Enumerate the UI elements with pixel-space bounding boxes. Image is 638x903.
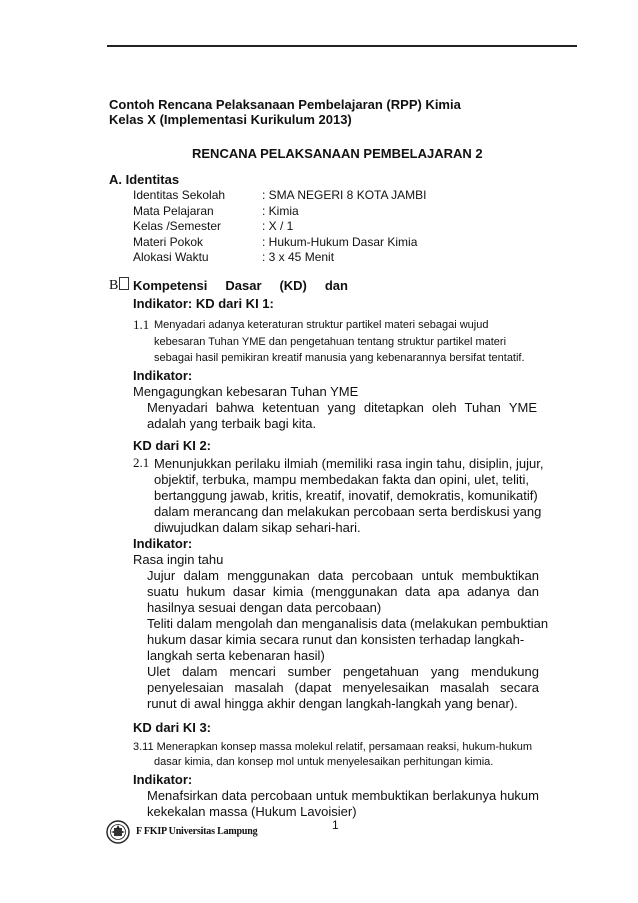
section-b-heading — [133, 278, 348, 293]
missing-glyph-icon — [119, 277, 129, 290]
indicator-line: runut di awal hingga akhir dengan langkah-langkah yang benar). — [147, 696, 518, 711]
identity-value: : Kimia — [262, 203, 299, 218]
kd2-line: objektif, terbuka, mampu membedakan fakta dan opini, ulet, teliti, — [154, 472, 530, 487]
heading-word: Kompetensi — [133, 278, 208, 293]
indicator-line-text: Menyadari bahwa ketentuan yang ditetapkan oleh Tuhan YME — [147, 400, 537, 415]
section-b-heading-line2: Indikator: KD dari KI 1: — [133, 296, 274, 311]
identity-row — [133, 250, 426, 266]
indicator-title: Rasa ingin tahu — [133, 552, 224, 567]
indicator-heading: Indikator: — [133, 772, 193, 787]
section-b-marker — [109, 277, 129, 294]
indicator-line-text: Menafsirkan data percobaan untuk membuktikan berlakunya hukum — [147, 788, 539, 803]
indicator-line — [147, 568, 539, 583]
identity-label: Alokasi Waktu — [133, 250, 209, 265]
document-title-line2: Kelas X (Implementasi Kurikulum 2013) — [109, 112, 352, 127]
indicator-line — [147, 584, 539, 599]
indicator-line-text: Ulet dalam mencari sumber pengetahuan yang mendukung — [147, 664, 539, 679]
page-number: 1 — [332, 818, 339, 832]
kd2-line: Menunjukkan perilaku ilmiah (memiliki rasa ingin tahu, disiplin, jujur, — [154, 456, 544, 471]
indicator-line: langkah serta kebenaran hasil) — [147, 648, 325, 663]
kd2-heading: KD dari KI 2: — [133, 438, 212, 453]
indicator-line-text: penyelesaian masalah (dapat menyelesaikan masalah secara — [147, 680, 539, 695]
identity-row — [133, 204, 426, 220]
identity-value: : 3 x 45 Menit — [262, 250, 335, 265]
heading-word: Dasar — [225, 278, 262, 293]
kd-number: 2.1 — [133, 455, 150, 470]
document-title-line1: Contoh Rencana Pelaksanaan Pembelajaran (RPP) Kimia — [109, 97, 461, 112]
kd1-line: Menyadari adanya keteraturan struktur partikel materi sebagai wujud — [154, 319, 489, 331]
page-title: RENCANA PELAKSANAAN PEMBELAJARAN 2 — [192, 146, 483, 161]
indicator-heading: Indikator: — [133, 368, 193, 383]
identity-value: : SMA NEGERI 8 KOTA JAMBI — [262, 188, 427, 202]
heading-word: (KD) — [279, 278, 307, 293]
identity-value: : X / 1 — [262, 219, 294, 234]
section-b-letter: B — [109, 278, 119, 293]
kd1-line: sebagai hasil pemikiran kreatif manusia yang kebenarannya bersifat tentatif. — [154, 352, 525, 364]
footer-text: F FKIP Universitas Lampung — [136, 826, 258, 837]
identity-label: Kelas /Semester — [133, 219, 222, 234]
top-rule — [107, 45, 577, 47]
identity-row — [133, 235, 426, 251]
kd2-line: bertanggung jawab, kritis, kreatif, inovatif, demokratis, komunikatif) — [154, 488, 538, 503]
indicator-line — [147, 680, 539, 695]
heading-word: dan — [324, 278, 348, 293]
indicator-line: hukum dasar kimia secara runut dan konsisten terhadap langkah- — [147, 632, 525, 647]
indicator-line: Teliti dalam mengolah dan menganalisis data (melakukan pembuktian — [147, 616, 549, 631]
kd2-line: diwujudkan dalam sikap sehari-hari. — [154, 520, 361, 535]
kd3-heading: KD dari KI 3: — [133, 720, 212, 735]
indicator-line-text: Jujur dalam menggunakan data percobaan untuk membuktikan — [147, 568, 539, 583]
kd3-line: dasar kimia, dan konsep mol untuk menyelesaikan perhitungan kimia. — [154, 756, 494, 768]
indicator-line — [147, 788, 539, 803]
kd-number: 1.1 — [133, 317, 150, 332]
identity-row — [133, 219, 426, 235]
indicator-line: adalah yang terbaik bagi kita. — [147, 416, 317, 431]
indicator-line: hasilnya sesuai dengan data percobaan) — [147, 600, 382, 615]
kd1-line: kebesaran Tuhan YME dan pengetahuan tentang struktur partikel materi — [154, 336, 507, 348]
identity-label: Mata Pelajaran — [133, 203, 214, 218]
indicator-title: Mengagungkan kebesaran Tuhan YME — [133, 384, 359, 399]
kd3-line: 3.11 Menerapkan konsep massa molekul relatif, persamaan reaksi, hukum-hukum — [133, 741, 533, 753]
identity-table — [133, 188, 426, 266]
kd2-line: dalam merancang dan melakukan percobaan serta berdiskusi yang — [154, 504, 542, 519]
identity-value: : Hukum-Hukum Dasar Kimia — [262, 234, 418, 249]
indicator-line-text: suatu hukum dasar kimia (menggunakan data apa adanya dan — [147, 584, 539, 599]
identity-label: Materi Pokok — [133, 234, 204, 249]
indicator-line — [147, 664, 539, 679]
identity-row — [133, 188, 426, 204]
identity-label: Identitas Sekolah — [133, 188, 226, 202]
university-seal-icon — [106, 820, 130, 844]
indicator-heading: Indikator: — [133, 536, 193, 551]
indicator-line: kekekalan massa (Hukum Lavoisier) — [147, 804, 357, 819]
section-a-heading: A. Identitas — [109, 172, 180, 187]
indicator-line — [147, 400, 537, 415]
